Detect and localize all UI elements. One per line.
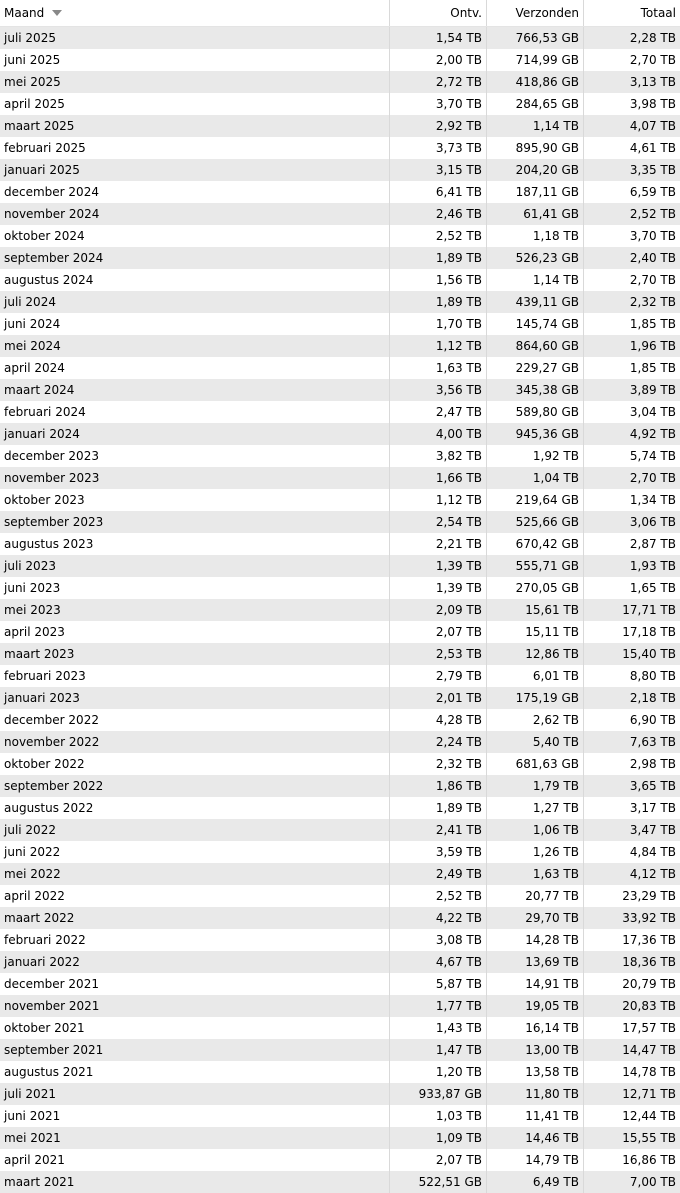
total-cell: 3,35 TB <box>629 163 676 177</box>
month-cell: april 2022 <box>0 885 390 907</box>
sent-cell: 29,70 TB <box>487 907 584 929</box>
month-cell: januari 2022 <box>0 951 390 973</box>
month-cell: maart 2022 <box>0 907 390 929</box>
table-row[interactable] <box>0 819 680 841</box>
table-row[interactable] <box>0 71 680 93</box>
sent-cell: 13,00 TB <box>487 1039 584 1061</box>
table-row[interactable] <box>0 621 680 643</box>
received-cell: 2,54 TB <box>390 511 487 533</box>
column-header-month[interactable] <box>0 0 390 26</box>
sent-cell: 555,71 GB <box>487 555 584 577</box>
sent-cell: 11,80 TB <box>487 1083 584 1105</box>
month-cell: februari 2023 <box>0 665 390 687</box>
column-header-received[interactable] <box>390 0 487 26</box>
received-cell: 1,89 TB <box>390 797 487 819</box>
table-row[interactable] <box>0 1127 680 1149</box>
sent-cell: 1,14 TB <box>487 269 584 291</box>
total-cell: 4,61 TB <box>629 141 676 155</box>
received-cell: 3,08 TB <box>390 929 487 951</box>
total-cell: 2,40 TB <box>629 251 676 265</box>
total-cell: 17,36 TB <box>622 933 676 947</box>
table-row[interactable] <box>0 687 680 709</box>
column-header-sent-label: Verzonden <box>515 6 579 20</box>
sent-cell: 229,27 GB <box>487 357 584 379</box>
month-cell: april 2025 <box>0 93 390 115</box>
sent-cell: 526,23 GB <box>487 247 584 269</box>
total-cell: 20,79 TB <box>622 977 676 991</box>
received-cell: 1,56 TB <box>390 269 487 291</box>
received-cell: 1,54 TB <box>390 27 487 49</box>
table-header <box>0 0 680 27</box>
month-cell: december 2023 <box>0 445 390 467</box>
table-row[interactable] <box>0 291 680 313</box>
table-row[interactable] <box>0 1083 680 1105</box>
received-cell: 2,32 TB <box>390 753 487 775</box>
sent-cell: 204,20 GB <box>487 159 584 181</box>
total-cell: 33,92 TB <box>622 911 676 925</box>
table-row[interactable] <box>0 269 680 291</box>
month-cell: februari 2025 <box>0 137 390 159</box>
month-cell: april 2023 <box>0 621 390 643</box>
sent-cell: 766,53 GB <box>487 27 584 49</box>
received-cell: 4,00 TB <box>390 423 487 445</box>
sent-cell: 20,77 TB <box>487 885 584 907</box>
sent-cell: 11,41 TB <box>487 1105 584 1127</box>
table-row[interactable] <box>0 775 680 797</box>
sent-cell: 13,58 TB <box>487 1061 584 1083</box>
total-cell: 17,71 TB <box>622 603 676 617</box>
received-cell: 2,46 TB <box>390 203 487 225</box>
received-cell: 1,12 TB <box>390 489 487 511</box>
total-cell: 2,70 TB <box>629 471 676 485</box>
column-header-sent[interactable] <box>487 0 584 26</box>
sent-cell: 1,26 TB <box>487 841 584 863</box>
total-cell: 2,87 TB <box>629 537 676 551</box>
month-cell: december 2021 <box>0 973 390 995</box>
table-row[interactable] <box>0 423 680 445</box>
table-row[interactable] <box>0 863 680 885</box>
table-row[interactable] <box>0 533 680 555</box>
sent-cell: 6,01 TB <box>487 665 584 687</box>
total-cell: 2,32 TB <box>629 295 676 309</box>
total-cell: 4,07 TB <box>629 119 676 133</box>
sent-cell: 6,49 TB <box>487 1171 584 1193</box>
received-cell: 3,73 TB <box>390 137 487 159</box>
sent-cell: 61,41 GB <box>487 203 584 225</box>
total-cell: 18,36 TB <box>622 955 676 969</box>
sent-cell: 714,99 GB <box>487 49 584 71</box>
table-row[interactable] <box>0 1017 680 1039</box>
sent-cell: 1,63 TB <box>487 863 584 885</box>
table-row[interactable] <box>0 885 680 907</box>
sent-cell: 589,80 GB <box>487 401 584 423</box>
total-cell: 7,00 TB <box>629 1175 676 1189</box>
received-cell: 1,66 TB <box>390 467 487 489</box>
month-cell: juni 2025 <box>0 49 390 71</box>
month-cell: december 2024 <box>0 181 390 203</box>
month-cell: mei 2024 <box>0 335 390 357</box>
received-cell: 1,86 TB <box>390 775 487 797</box>
total-cell: 17,57 TB <box>622 1021 676 1035</box>
month-cell: oktober 2023 <box>0 489 390 511</box>
month-cell: juni 2023 <box>0 577 390 599</box>
received-cell: 2,07 TB <box>390 621 487 643</box>
month-cell: december 2022 <box>0 709 390 731</box>
month-cell: januari 2025 <box>0 159 390 181</box>
received-cell: 1,09 TB <box>390 1127 487 1149</box>
total-cell: 8,80 TB <box>629 669 676 683</box>
received-cell: 2,24 TB <box>390 731 487 753</box>
month-cell: juli 2024 <box>0 291 390 313</box>
sent-cell: 15,61 TB <box>487 599 584 621</box>
total-cell: 1,93 TB <box>629 559 676 573</box>
table-row[interactable] <box>0 27 680 49</box>
table-row[interactable] <box>0 225 680 247</box>
month-cell: april 2024 <box>0 357 390 379</box>
month-cell: juli 2025 <box>0 27 390 49</box>
total-cell: 4,84 TB <box>629 845 676 859</box>
table-row[interactable] <box>0 1061 680 1083</box>
received-cell: 6,41 TB <box>390 181 487 203</box>
received-cell: 3,82 TB <box>390 445 487 467</box>
table-row[interactable] <box>0 1149 680 1171</box>
total-cell: 15,40 TB <box>622 647 676 661</box>
received-cell: 2,92 TB <box>390 115 487 137</box>
received-cell: 2,52 TB <box>390 225 487 247</box>
received-cell: 2,09 TB <box>390 599 487 621</box>
table-row[interactable] <box>0 137 680 159</box>
sent-cell: 14,46 TB <box>487 1127 584 1149</box>
total-cell: 14,47 TB <box>622 1043 676 1057</box>
table-row[interactable] <box>0 555 680 577</box>
total-cell: 12,44 TB <box>622 1109 676 1123</box>
table-row[interactable] <box>0 49 680 71</box>
month-cell: augustus 2021 <box>0 1061 390 1083</box>
month-cell: juli 2023 <box>0 555 390 577</box>
received-cell: 1,12 TB <box>390 335 487 357</box>
total-cell: 1,65 TB <box>629 581 676 595</box>
month-cell: november 2022 <box>0 731 390 753</box>
received-cell: 1,70 TB <box>390 313 487 335</box>
table-row[interactable] <box>0 797 680 819</box>
sort-descending-icon[interactable] <box>52 10 62 16</box>
total-cell: 3,89 TB <box>629 383 676 397</box>
month-cell: maart 2025 <box>0 115 390 137</box>
received-cell: 1,03 TB <box>390 1105 487 1127</box>
month-cell: juni 2021 <box>0 1105 390 1127</box>
sent-cell: 270,05 GB <box>487 577 584 599</box>
total-cell: 2,70 TB <box>629 273 676 287</box>
table-row[interactable] <box>0 577 680 599</box>
month-cell: augustus 2022 <box>0 797 390 819</box>
sent-cell: 12,86 TB <box>487 643 584 665</box>
column-header-total[interactable] <box>584 0 680 26</box>
month-cell: augustus 2023 <box>0 533 390 555</box>
month-cell: maart 2023 <box>0 643 390 665</box>
received-cell: 3,59 TB <box>390 841 487 863</box>
month-cell: februari 2022 <box>0 929 390 951</box>
total-cell: 5,74 TB <box>629 449 676 463</box>
month-cell: oktober 2021 <box>0 1017 390 1039</box>
total-cell: 7,63 TB <box>629 735 676 749</box>
sent-cell: 670,42 GB <box>487 533 584 555</box>
table-row[interactable] <box>0 181 680 203</box>
table-row[interactable] <box>0 203 680 225</box>
sent-cell: 187,11 GB <box>487 181 584 203</box>
total-cell: 3,70 TB <box>629 229 676 243</box>
month-cell: juli 2022 <box>0 819 390 841</box>
total-cell: 1,34 TB <box>629 493 676 507</box>
total-cell: 3,65 TB <box>629 779 676 793</box>
received-cell: 1,89 TB <box>390 247 487 269</box>
total-cell: 3,17 TB <box>629 801 676 815</box>
table-row[interactable] <box>0 599 680 621</box>
total-cell: 3,47 TB <box>629 823 676 837</box>
received-cell: 933,87 GB <box>390 1083 487 1105</box>
month-cell: juli 2021 <box>0 1083 390 1105</box>
table-row[interactable] <box>0 709 680 731</box>
sent-cell: 945,36 GB <box>487 423 584 445</box>
total-cell: 2,98 TB <box>629 757 676 771</box>
total-cell: 14,78 TB <box>622 1065 676 1079</box>
received-cell: 2,53 TB <box>390 643 487 665</box>
table-row[interactable] <box>0 731 680 753</box>
table-row[interactable] <box>0 489 680 511</box>
sent-cell: 175,19 GB <box>487 687 584 709</box>
total-cell: 2,70 TB <box>629 53 676 67</box>
total-cell: 17,18 TB <box>622 625 676 639</box>
received-cell: 2,72 TB <box>390 71 487 93</box>
table-row[interactable] <box>0 951 680 973</box>
total-cell: 1,85 TB <box>629 361 676 375</box>
month-cell: januari 2023 <box>0 687 390 709</box>
table-body <box>0 27 680 1193</box>
sent-cell: 16,14 TB <box>487 1017 584 1039</box>
month-cell: november 2021 <box>0 995 390 1017</box>
table-row[interactable] <box>0 995 680 1017</box>
received-cell: 4,22 TB <box>390 907 487 929</box>
total-cell: 16,86 TB <box>622 1153 676 1167</box>
received-cell: 522,51 GB <box>390 1171 487 1193</box>
table-row[interactable] <box>0 841 680 863</box>
received-cell: 2,52 TB <box>390 885 487 907</box>
sent-cell: 1,92 TB <box>487 445 584 467</box>
month-cell: maart 2021 <box>0 1171 390 1193</box>
table-row[interactable] <box>0 665 680 687</box>
table-row[interactable] <box>0 93 680 115</box>
received-cell: 4,28 TB <box>390 709 487 731</box>
table-row[interactable] <box>0 247 680 269</box>
total-cell: 6,59 TB <box>629 185 676 199</box>
month-cell: mei 2022 <box>0 863 390 885</box>
sent-cell: 418,86 GB <box>487 71 584 93</box>
sent-cell: 15,11 TB <box>487 621 584 643</box>
sent-cell: 681,63 GB <box>487 753 584 775</box>
received-cell: 1,39 TB <box>390 555 487 577</box>
month-cell: mei 2021 <box>0 1127 390 1149</box>
sent-cell: 1,04 TB <box>487 467 584 489</box>
table-row[interactable] <box>0 1171 680 1193</box>
total-cell: 2,18 TB <box>629 691 676 705</box>
table-row[interactable] <box>0 753 680 775</box>
table-row[interactable] <box>0 379 680 401</box>
sent-cell: 14,28 TB <box>487 929 584 951</box>
month-cell: november 2024 <box>0 203 390 225</box>
month-cell: augustus 2024 <box>0 269 390 291</box>
month-cell: september 2024 <box>0 247 390 269</box>
total-cell: 2,28 TB <box>629 31 676 45</box>
sent-cell: 1,79 TB <box>487 775 584 797</box>
month-cell: mei 2025 <box>0 71 390 93</box>
sent-cell: 439,11 GB <box>487 291 584 313</box>
sent-cell: 1,14 TB <box>487 115 584 137</box>
table-row[interactable] <box>0 467 680 489</box>
table-row[interactable] <box>0 115 680 137</box>
received-cell: 1,43 TB <box>390 1017 487 1039</box>
month-cell: september 2023 <box>0 511 390 533</box>
table-row[interactable] <box>0 973 680 995</box>
total-cell: 4,92 TB <box>629 427 676 441</box>
month-cell: mei 2023 <box>0 599 390 621</box>
total-cell: 1,96 TB <box>629 339 676 353</box>
sent-cell: 19,05 TB <box>487 995 584 1017</box>
sent-cell: 864,60 GB <box>487 335 584 357</box>
received-cell: 3,15 TB <box>390 159 487 181</box>
total-cell: 2,52 TB <box>629 207 676 221</box>
month-cell: juni 2022 <box>0 841 390 863</box>
total-cell: 15,55 TB <box>622 1131 676 1145</box>
column-header-month-label: Maand <box>4 6 45 20</box>
total-cell: 3,98 TB <box>629 97 676 111</box>
total-cell: 4,12 TB <box>629 867 676 881</box>
table-row[interactable] <box>0 1039 680 1061</box>
month-cell: april 2021 <box>0 1149 390 1171</box>
table-row[interactable] <box>0 335 680 357</box>
received-cell: 2,01 TB <box>390 687 487 709</box>
received-cell: 4,67 TB <box>390 951 487 973</box>
sent-cell: 1,18 TB <box>487 225 584 247</box>
column-header-total-label: Totaal <box>640 6 676 20</box>
received-cell: 1,20 TB <box>390 1061 487 1083</box>
sent-cell: 284,65 GB <box>487 93 584 115</box>
sent-cell: 895,90 GB <box>487 137 584 159</box>
received-cell: 2,21 TB <box>390 533 487 555</box>
sent-cell: 345,38 GB <box>487 379 584 401</box>
sent-cell: 1,27 TB <box>487 797 584 819</box>
sent-cell: 1,06 TB <box>487 819 584 841</box>
table-row[interactable] <box>0 401 680 423</box>
received-cell: 3,56 TB <box>390 379 487 401</box>
table-row[interactable] <box>0 313 680 335</box>
month-cell: januari 2024 <box>0 423 390 445</box>
total-cell: 20,83 TB <box>622 999 676 1013</box>
received-cell: 2,49 TB <box>390 863 487 885</box>
received-cell: 3,70 TB <box>390 93 487 115</box>
month-cell: september 2022 <box>0 775 390 797</box>
total-cell: 12,71 TB <box>622 1087 676 1101</box>
received-cell: 1,39 TB <box>390 577 487 599</box>
table-row[interactable] <box>0 907 680 929</box>
month-cell: oktober 2022 <box>0 753 390 775</box>
received-cell: 5,87 TB <box>390 973 487 995</box>
received-cell: 2,41 TB <box>390 819 487 841</box>
month-cell: maart 2024 <box>0 379 390 401</box>
sent-cell: 2,62 TB <box>487 709 584 731</box>
received-cell: 1,47 TB <box>390 1039 487 1061</box>
month-cell: februari 2024 <box>0 401 390 423</box>
received-cell: 1,77 TB <box>390 995 487 1017</box>
month-cell: oktober 2024 <box>0 225 390 247</box>
total-cell: 6,90 TB <box>629 713 676 727</box>
received-cell: 2,79 TB <box>390 665 487 687</box>
sent-cell: 219,64 GB <box>487 489 584 511</box>
sent-cell: 14,91 TB <box>487 973 584 995</box>
column-header-received-label: Ontv. <box>450 6 482 20</box>
total-cell: 3,04 TB <box>629 405 676 419</box>
table-row[interactable] <box>0 1105 680 1127</box>
month-cell: september 2021 <box>0 1039 390 1061</box>
table-row[interactable] <box>0 357 680 379</box>
received-cell: 2,47 TB <box>390 401 487 423</box>
sent-cell: 14,79 TB <box>487 1149 584 1171</box>
total-cell: 1,85 TB <box>629 317 676 331</box>
sent-cell: 145,74 GB <box>487 313 584 335</box>
table-row[interactable] <box>0 511 680 533</box>
received-cell: 2,07 TB <box>390 1149 487 1171</box>
table-row[interactable] <box>0 643 680 665</box>
month-cell: juni 2024 <box>0 313 390 335</box>
total-cell: 3,06 TB <box>629 515 676 529</box>
table-row[interactable] <box>0 445 680 467</box>
table-row[interactable] <box>0 929 680 951</box>
total-cell: 23,29 TB <box>622 889 676 903</box>
sent-cell: 13,69 TB <box>487 951 584 973</box>
sent-cell: 5,40 TB <box>487 731 584 753</box>
received-cell: 1,63 TB <box>390 357 487 379</box>
sent-cell: 525,66 GB <box>487 511 584 533</box>
month-cell: november 2023 <box>0 467 390 489</box>
received-cell: 1,89 TB <box>390 291 487 313</box>
total-cell: 3,13 TB <box>629 75 676 89</box>
table-row[interactable] <box>0 159 680 181</box>
received-cell: 2,00 TB <box>390 49 487 71</box>
